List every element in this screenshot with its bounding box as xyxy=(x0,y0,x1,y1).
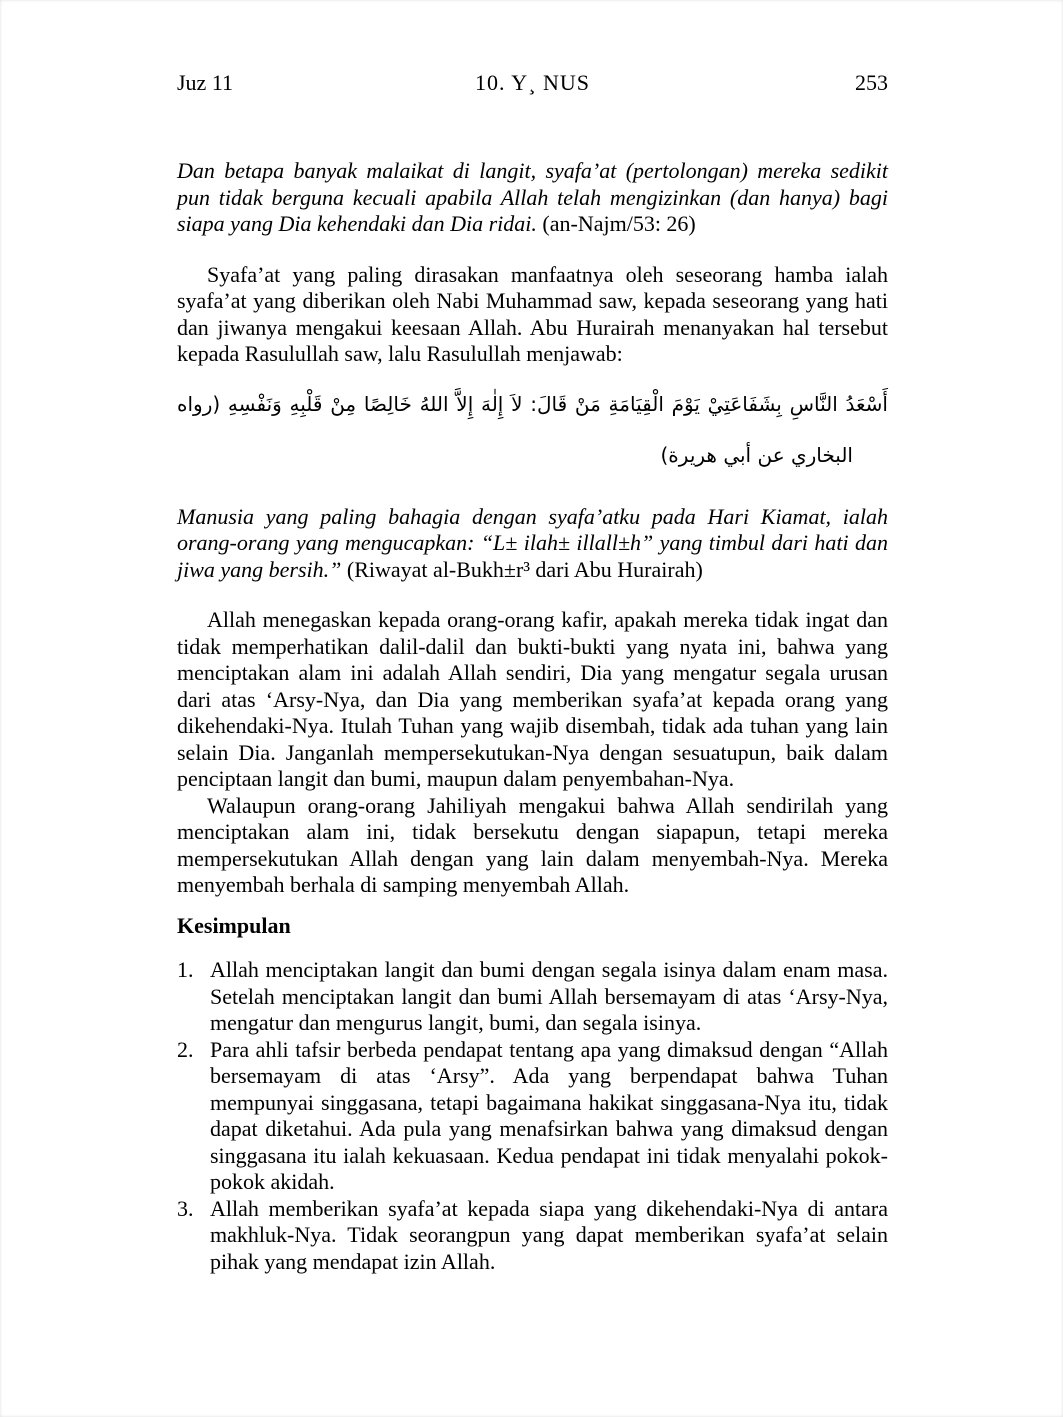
paragraph-tafsir-2: Walaupun orang-orang Jahiliyah mengakui bahwa Allah sendirilah yang menciptakan alam ini, tidak bersekutu dengan siapapun, tetapi mereka mempersekutukan Allah dengan yang lain dalam menyembah-Nya. Mereka menyembah berhala di samping menyembah Allah. xyxy=(177,792,888,897)
hadith-arabic-line-1: أَسْعَدُ النَّاسِ بِشَفَاعَتِيْ يَوْمَ الْقِيَامَةِ مَنْ قَالَ: لاَ إِلٰهَ إِلاَّ اللهُ خَالِصًا مِنْ قَلْبِهِ وَنَفْسِهِ (رواه xyxy=(177,391,888,416)
list-item-text: Para ahli tafsir berbeda pendapat tentang apa yang dimaksud dengan “Allah bersemayam di atas ‘Arsy”. Ada yang berpendapat bahwa Tuhan mempunyai singgasana, tetapi bagaimana hakikat singgasana-Nya itu, tidak dapat diketahui. Ada pula yang menafsirkan bahwa yang dimaksud dengan singgasana itu ialah kekuasaan. Kedua pendapat ini tidak menyalahi pokok-pokok akidah. xyxy=(210,1036,888,1195)
quote-text: Dan betapa banyak malaikat di langit, syafa’at (pertolongan) mereka sedikit pun tidak berguna kecuali apabila Allah telah mengizinkan (dan hanya) bagi siapa yang Dia kehendaki dan Dia ridai. xyxy=(177,158,888,236)
header-page-number: 253 xyxy=(855,70,889,95)
list-item-text: Allah memberikan syafa’at kepada siapa yang dikehendaki-Nya di antara makhluk-Nya. Tidak seorangpun yang dapat memberikan syafa’at selain pihak yang mendapat izin Allah. xyxy=(210,1195,888,1274)
paragraph-tafsir-1: Allah menegaskan kepada orang-orang kafir, apakah mereka tidak ingat dan tidak memperhatikan dalil-dalil dan bukti-bukti yang nyata ini, bahwa yang menciptakan alam ini adalah Allah sendiri, Dia yang mengatur segala urusan dari atas ‘Arsy-Nya, dan Dia yang memberikan syafa’at kepada orang yang dikehendaki-Nya. Itulah Tuhan yang wajib disembah, tidak ada tuhan yang lain selain Dia. Janganlah mempersekutukan-Nya dengan sesuatupun, baik dalam penciptaan langit dan bumi, maupun dalam penyembahan-Nya. xyxy=(177,607,888,791)
page-header xyxy=(177,70,888,96)
list-item xyxy=(177,1196,888,1276)
list-item xyxy=(177,957,888,1037)
quote-citation: (an-Najm/53: 26) xyxy=(542,211,696,236)
hadith-arabic-text xyxy=(177,378,888,480)
hadith-translation-text: Manusia yang paling bahagia dengan syafa’atku pada Hari Kiamat, ialah orang-orang yang mengucapkan: “L± ilah± illall±h” yang timbul dari hati dan jiwa yang bersih.” xyxy=(177,503,888,582)
list-item-number: 2. xyxy=(177,1036,194,1062)
list-item-text: Allah menciptakan langit dan bumi dengan segala isinya dalam enam masa. Setelah menciptakan langit dan bumi Allah bersemayam di atas ‘Arsy-Nya, mengatur dan mengurus langit, bumi, dan segala isinya. xyxy=(210,957,888,1036)
kesimpulan-list xyxy=(177,957,888,1275)
kesimpulan-heading: Kesimpulan xyxy=(177,912,291,938)
header-juz: Juz 11 xyxy=(177,70,234,95)
paragraph-syafaat: Syafa’at yang paling dirasakan manfaatnya oleh seseorang hamba ialah syafa’at yang diberikan oleh Nabi Muhammad saw, kepada seseorang yang hati dan jiwanya mengakui keesaan Allah. Abu Hurairah menanyakan hal tersebut kepada Rasulullah saw, lalu Rasulullah menjawab: xyxy=(177,261,888,366)
list-item xyxy=(177,1037,888,1196)
hadith-translation-citation: (Riwayat al-Bukh±r³ dari Abu Hurairah) xyxy=(346,556,703,582)
hadith-translation-quote xyxy=(177,504,888,584)
hadith-arabic-line-2: البخاري عن أبي هريرة) xyxy=(660,442,853,467)
list-item-number: 1. xyxy=(177,957,194,983)
quran-translation-quote xyxy=(177,158,888,238)
header-surah-title: 10. Y¸ NUS xyxy=(475,70,590,95)
list-item-number: 3. xyxy=(177,1195,194,1221)
